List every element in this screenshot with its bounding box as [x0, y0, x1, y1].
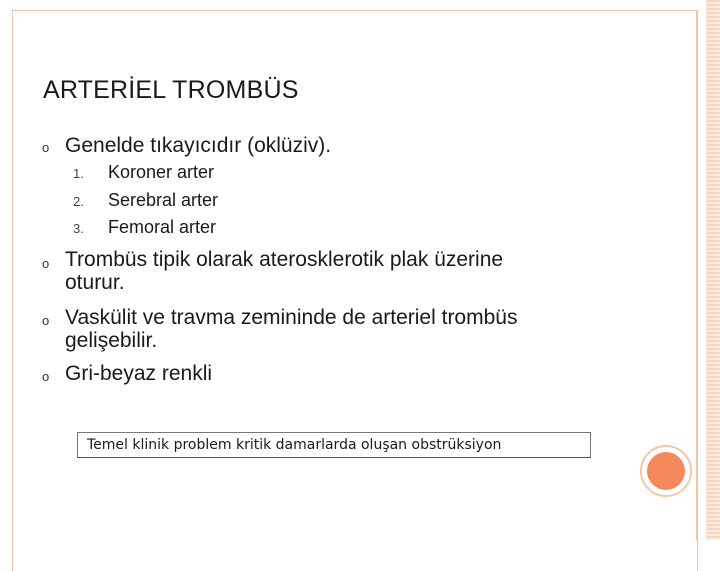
- bullet-text-line1: Trombüs tipik olarak aterosklerotik plak üzerine: [65, 248, 504, 271]
- bullet-marker: o: [42, 256, 50, 271]
- list-item: Serebral arter: [108, 190, 219, 210]
- decorative-stripe-bar: [706, 0, 720, 540]
- bullet-marker: o: [42, 140, 50, 155]
- slide-side-line: [696, 10, 697, 540]
- decorative-circle-fill: [647, 452, 685, 490]
- bullet-text-line2: gelişebilir.: [65, 329, 158, 352]
- list-item: Koroner arter: [108, 162, 215, 182]
- callout-box: Temel klinik problem kritik damarlarda oluşan obstrüksiyon: [77, 432, 591, 458]
- bullet-marker: o: [42, 369, 50, 384]
- decorative-circle-icon: [640, 445, 692, 497]
- list-number: 1.: [73, 166, 84, 181]
- list-number: 2.: [73, 194, 84, 209]
- bullet-text-line2: oturur.: [65, 271, 125, 294]
- bullet-text: Gri-beyaz renkli: [65, 362, 213, 385]
- list-number: 3.: [73, 221, 84, 236]
- bullet-marker: o: [42, 313, 50, 328]
- bullet-text: Genelde tıkayıcıdır (oklüziv).: [65, 134, 332, 157]
- list-item: Femoral arter: [108, 217, 217, 237]
- slide-title: ARTERİEL TROMBÜS: [43, 76, 299, 104]
- bullet-text-line1: Vaskülit ve travma zemininde de arteriel trombüs: [65, 306, 518, 329]
